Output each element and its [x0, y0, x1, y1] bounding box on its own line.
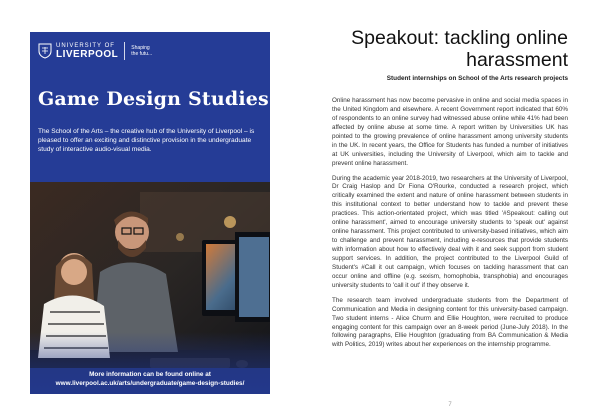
article-body	[332, 97, 568, 356]
poster-header	[30, 32, 270, 192]
article-paragraph: During the academic year 2018-2019, two researchers at the University of Liverpool, Dr Craig Haslop and Dr Fiona O'Rourke, conducted a research project, which critically examined the extent and nature of online harassment between students in this institutional context to better understand how to tackle and prevent these practices. This action-orientated project, which was titled '#Speakout: calling out online harassment', aimed to encourage university students to 'speak out' against online harassment. This project contributed to university-based initiatives, which aim to challenge and prevent harassment, including e-resources that provide students with information about how to effectively deal with it and seek support from student support services. In addition, the project contributed to the Liverpool Guild of Student's #Call it out campaign, which focuses on tackling harassment that can occur online and offline (e.g. sexism, homophobia, transphobia) and encourages university students to 'call it out' if they observe it.	[332, 174, 568, 289]
logo-slogan	[131, 45, 152, 57]
article-paragraph: Online harassment has now become pervasive in online and social media spaces in the United Kingdom and elsewhere. A recent Government report indicated that 60% of respondents to an online survey had witnessed abuse online while 41% had been affected by online abuse at some time. A report written by Universities UK has pointed to the growing prevalence of online harassment among university students in the UK. In recent years, the Office for Students has funded a number of initiatives at UK universities, including the University of Liverpool, which aim to tackle and prevent online harassment.	[332, 97, 568, 167]
game-design-poster	[30, 32, 270, 394]
logo-line-1: UNIVERSITY OF	[56, 42, 115, 49]
university-logo	[38, 42, 152, 60]
footer-url-link[interactable]: www.liverpool.ac.uk/arts/undergraduate/game-design-studies/	[55, 380, 245, 388]
logo-slogan-line-2: the futu...	[131, 51, 153, 57]
logo-divider	[124, 42, 125, 60]
logo-line-2: LIVERPOOL	[56, 48, 119, 60]
university-crest-icon	[38, 43, 52, 59]
right-page	[300, 0, 600, 420]
article-title: Speakout: tackling online harassment	[351, 27, 568, 71]
poster-title: Game Design Studies	[38, 88, 269, 110]
logo-slogan-line-1: Shaping	[131, 45, 150, 51]
poster-footer	[30, 370, 270, 389]
footer-info-text: More information can be found online at	[89, 371, 211, 378]
article-subtitle: Student internships on School of the Arts research projects	[386, 75, 568, 82]
page-number: 7	[448, 402, 452, 408]
students-at-computers-photo	[30, 182, 270, 394]
article-paragraph: The research team involved undergraduate students from the Department of Communication and Media in designing content for this university-based campaign. Two student interns - Alice Churm and Ellie Houghton, were recruited to produce engaging content for this campaign over an 8-week period (June-July 2018). In the following paragraphs, Ellie Houghton (graduating from BA Communication & Media with Politics, 2019) writes about her experiences on the internship programme.	[332, 296, 568, 349]
poster-intro: The School of the Arts – the creative hub of the University of Liverpool – is pleased to offer an exciting and distinctive provision in the undergraduate study of interactive audio-visual media.	[38, 128, 255, 153]
